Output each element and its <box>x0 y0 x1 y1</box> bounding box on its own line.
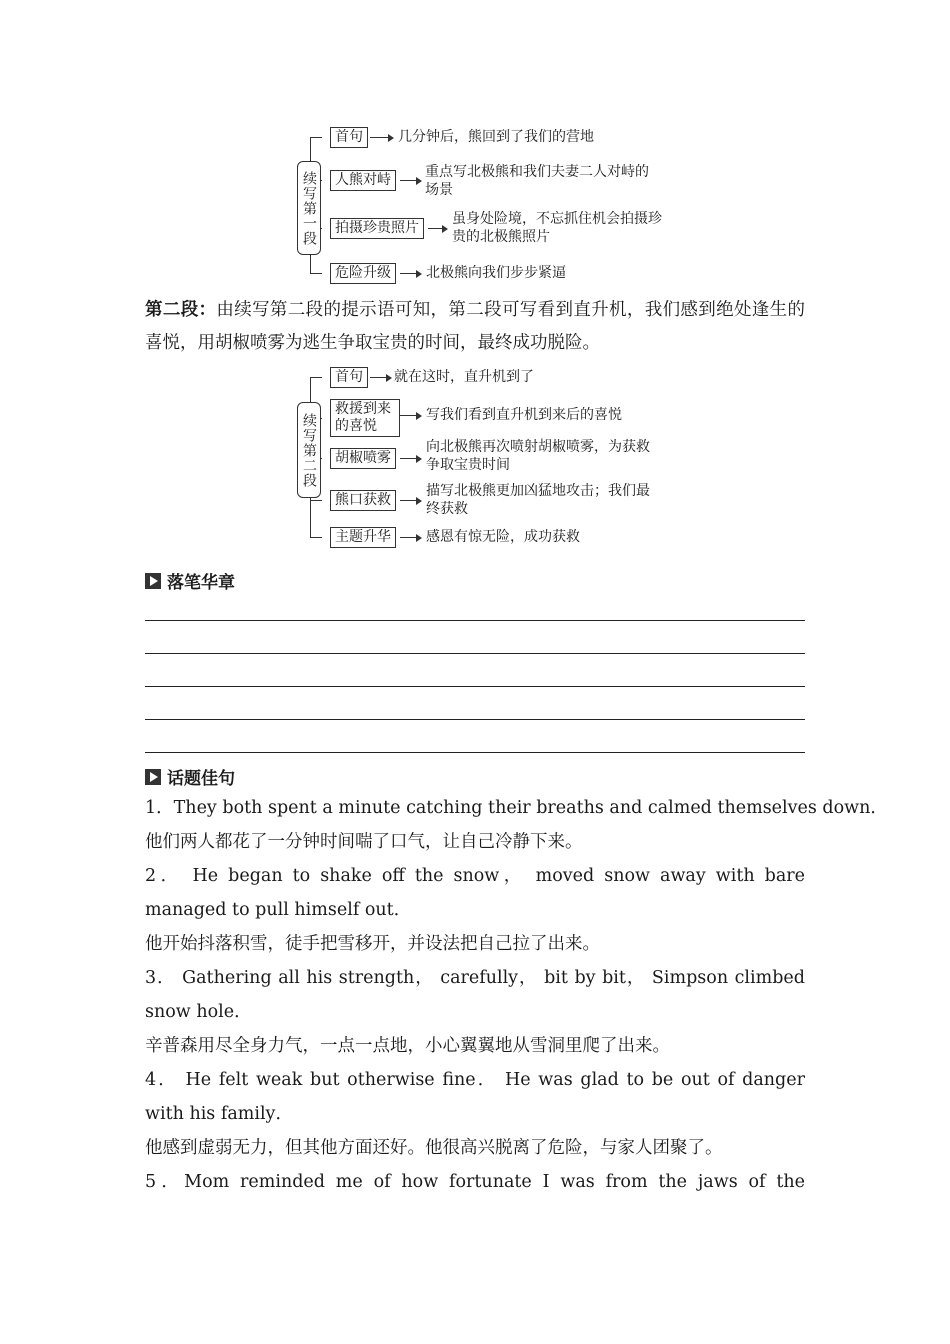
sentence-en: snow hole． <box>145 1002 252 1022</box>
outline-diagram-paragraph-2 <box>290 366 670 551</box>
outline-diagram-paragraph-1 <box>290 125 670 290</box>
sentence-en: managed to pull himself out． <box>145 900 412 920</box>
arrow-icon <box>400 415 420 416</box>
diagram-node: 拍摄珍贵照片 <box>330 218 424 239</box>
sentence-en: 1．They both spent a minute catching their breaths and calmed themselves down． <box>145 798 888 818</box>
play-triangle-icon <box>145 769 161 785</box>
diagram-desc: 就在这时，直升机到了 <box>394 369 534 385</box>
sentence-en: 4． He felt weak but otherwise fine． He was glad to be out of danger <box>145 1070 805 1090</box>
diagram-connector <box>310 273 322 274</box>
diagram-desc: 北极熊向我们步步紧逼 <box>426 265 566 281</box>
writing-blank-line <box>145 719 805 720</box>
writing-blank-line <box>145 653 805 654</box>
writing-blank-line <box>145 752 805 753</box>
sentence-zh: 他开始抖落积雪，徒手把雪移开，并设法把自己拉了出来。 <box>145 934 600 954</box>
heading-text: 话题佳句 <box>167 769 235 789</box>
diagram-connector <box>310 137 322 138</box>
diagram-desc: 向北极熊再次喷射胡椒喷雾，为获救争取宝贵时间 <box>426 439 650 473</box>
diagram-trunk: 续写第二段 <box>297 402 321 498</box>
section-heading-writing <box>145 568 235 593</box>
arrow-icon <box>400 273 420 274</box>
diagram-desc: 写我们看到直升机到来后的喜悦 <box>426 407 622 423</box>
arrow-icon <box>400 537 420 538</box>
diagram-desc: 虽身处险境，不忘抓住机会拍摄珍贵的北极熊照片 <box>452 211 662 245</box>
diagram-desc: 重点写北极熊和我们夫妻二人对峙的场景 <box>425 164 649 198</box>
sentence-en: 3． Gathering all his strength， carefully， bit by bit， Simpson climbed <box>145 968 805 988</box>
diagram-node: 首句 <box>330 367 368 388</box>
arrow-icon <box>428 228 446 229</box>
section-2-text: 由续写第二段的提示语可知，第二段可写看到直升机，我们感到绝处逢生的喜悦，用胡椒喷雾为逃生争取宝贵的时间，最终成功脱险。 <box>145 300 805 353</box>
arrow-icon <box>370 377 390 378</box>
diagram-desc: 感恩有惊无险，成功获救 <box>426 529 580 545</box>
sentence-zh: 他们两人都花了一分钟时间喘了口气，让自己冷静下来。 <box>145 832 583 852</box>
diagram-node: 主题升华 <box>330 527 396 548</box>
diagram-node: 危险升级 <box>330 263 396 284</box>
diagram-trunk: 续写第一段 <box>297 161 321 255</box>
diagram-node: 人熊对峙 <box>330 170 396 191</box>
diagram-node: 首句 <box>330 127 368 148</box>
diagram-desc: 几分钟后，熊回到了我们的营地 <box>398 129 594 145</box>
sentence-en: 2． He began to shake off the snow， moved snow away with bare <box>145 866 805 886</box>
diagram-desc: 描写北极熊更加凶猛地攻击；我们最终获救 <box>426 483 650 517</box>
arrow-icon <box>400 180 420 181</box>
diagram-connector <box>310 377 322 378</box>
section-2-label: 第二段： <box>145 300 217 320</box>
diagram-node: 救援到来的喜悦 <box>330 399 400 437</box>
section-heading-sentences <box>145 764 235 789</box>
diagram-node: 胡椒喷雾 <box>330 448 396 469</box>
diagram-connector <box>310 500 322 501</box>
arrow-icon <box>400 458 420 459</box>
diagram-connector <box>310 537 322 538</box>
sentence-en: 5．Mom reminded me of how fortunate I was from the jaws of the <box>145 1172 805 1192</box>
diagram-node: 熊口获救 <box>330 490 396 511</box>
writing-blank-line <box>145 620 805 621</box>
heading-text: 落笔华章 <box>167 573 235 593</box>
arrow-icon <box>400 500 420 501</box>
play-triangle-icon <box>145 573 161 589</box>
writing-blank-line <box>145 686 805 687</box>
sentence-zh: 他感到虚弱无力，但其他方面还好。他很高兴脱离了危险，与家人团聚了。 <box>145 1138 723 1158</box>
arrow-icon <box>370 137 392 138</box>
sentence-en: with his family． <box>145 1104 293 1124</box>
sentence-zh: 辛普森用尽全身力气，一点一点地，小心翼翼地从雪洞里爬了出来。 <box>145 1036 670 1056</box>
section-2-paragraph <box>145 294 805 360</box>
